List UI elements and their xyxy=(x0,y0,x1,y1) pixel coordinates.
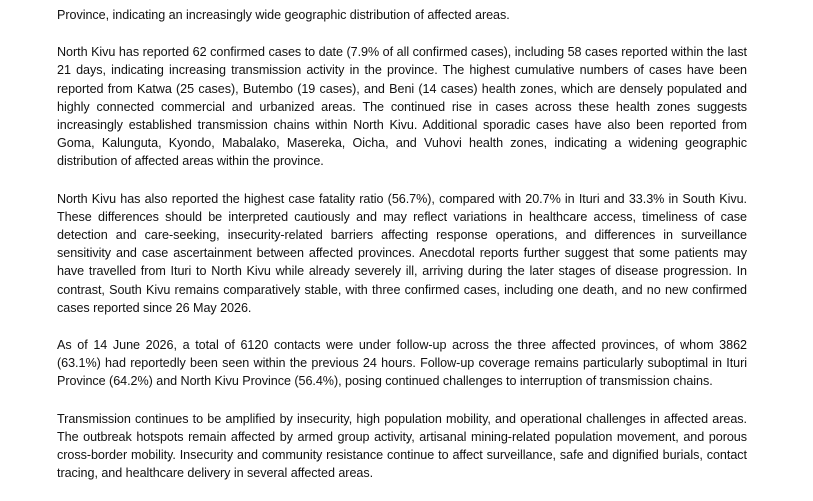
paragraph-continuation: Province, indicating an increasingly wide geographic distribution of affected areas. xyxy=(57,8,510,22)
paragraph-transmission-challenges: Transmission continues to be amplified by insecurity, high population mobility, and operational challenges in affected areas. The outbreak hotspots remain affected by armed group activity, artisanal mining-related population movement, and porous cross-border mobility. Insecurity and community resistance continue to affect surveillance, safe and dignified burials, contact tracing, and healthcare delivery in several affected areas. xyxy=(57,411,747,481)
paragraph-north-kivu-cases: North Kivu has reported 62 confirmed cases to date (7.9% of all confirmed cases), including 58 cases reported within the last 21 days, indicating increasing transmission activity in the province. The highest cumulative numbers of cases have been reported from Katwa (25 cases), Butembo (19 cases), and Beni (14 cases) health zones, which are densely populated and highly connected commercial and urbanized areas. The continued rise in cases across these health zones suggests increasingly established transmission chains within North Kivu. Additional sporadic cases have also been reported from Goma, Kalunguta, Kyondo, Mabalako, Masereka, Oicha, and Vuhovi health zones, indicating a widening geographic distribution of affected areas within the province. xyxy=(57,45,747,169)
document-body xyxy=(57,6,747,501)
paragraph-case-fatality: North Kivu has also reported the highest case fatality ratio (56.7%), compared with 20.7% in Ituri and 33.3% in South Kivu. These differences should be interpreted cautiously and may reflect variations in healthcare access, timeliness of case detection and care-seeking, insecurity-related barriers affecting response operations, and differences in surveillance sensitivity and case ascertainment between affected provinces. Anecdotal reports further suggest that some patients may have travelled from Ituri to North Kivu while already severely ill, arriving during the later stages of disease progression. In contrast, South Kivu remains comparatively stable, with three confirmed cases, including one death, and no new confirmed cases reported since 26 May 2026. xyxy=(57,191,747,315)
paragraph-contact-follow-up: As of 14 June 2026, a total of 6120 contacts were under follow-up across the three affected provinces, of whom 3862 (63.1%) had reportedly been seen within the previous 24 hours. Follow-up coverage remains particularly suboptimal in Ituri Province (64.2%) and North Kivu Province (56.4%), posing continued challenges to interruption of transmission chains. xyxy=(57,338,747,389)
